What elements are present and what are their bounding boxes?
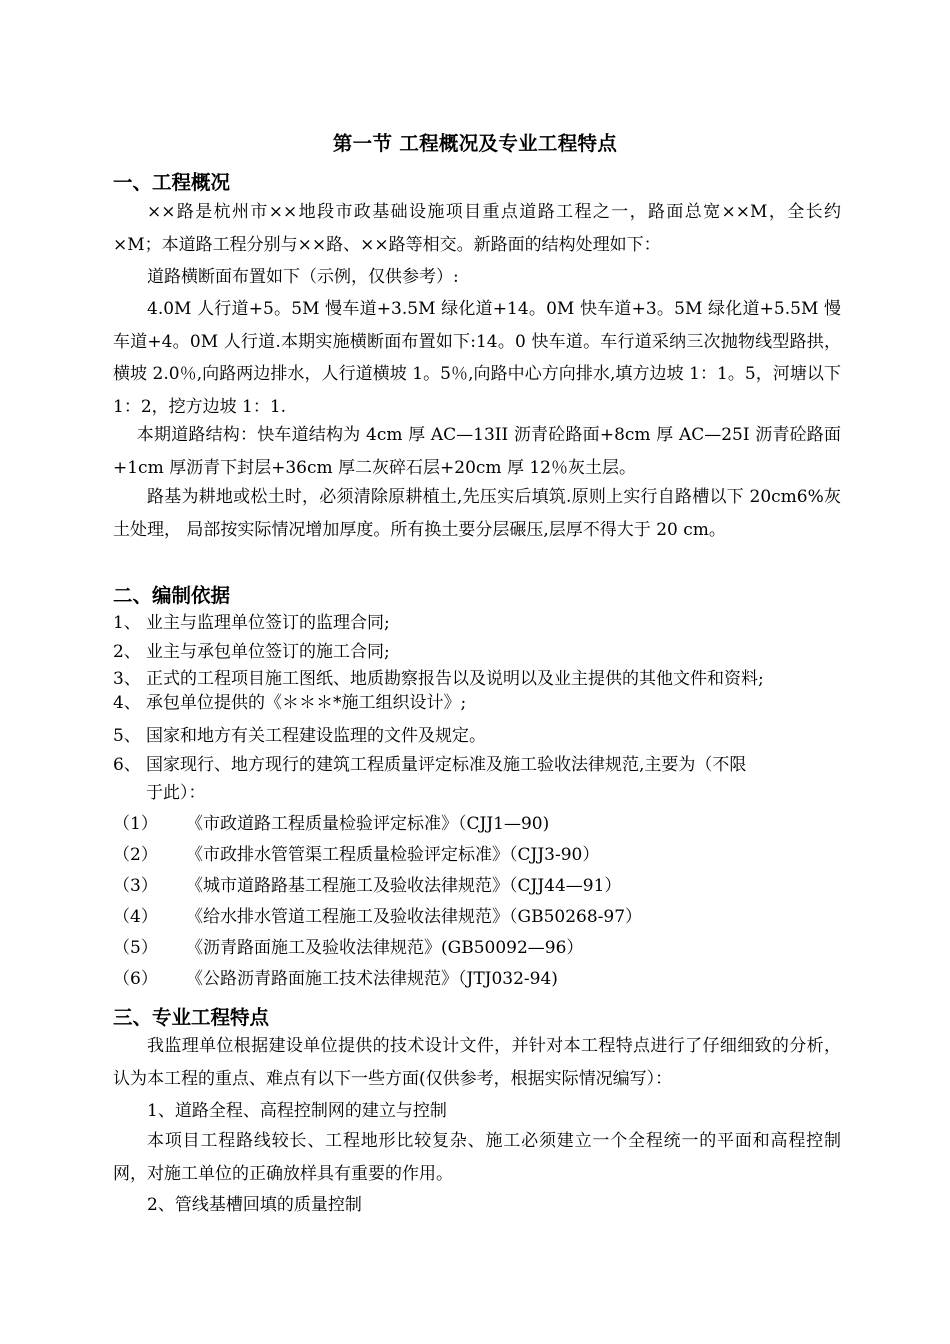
basis-item-text: 于此）： bbox=[146, 783, 206, 803]
basis-item-3 bbox=[113, 667, 764, 691]
standard-index: （6） bbox=[113, 969, 158, 989]
page-title: 第一节 工程概况及专业工程特点 bbox=[332, 132, 618, 155]
standard-index: （1） bbox=[113, 814, 158, 834]
standard-item-3 bbox=[113, 874, 621, 898]
standard-item-2 bbox=[113, 843, 599, 867]
basis-item-1 bbox=[113, 611, 390, 635]
overview-paragraph-1: ××路是杭州市××地段市政基础设施项目重点道路工程之一，路面总宽××M，全长约×M；本道路工程分别与××路、××路等相交。新路面的结构处理如下： bbox=[113, 202, 841, 255]
standard-index: （5） bbox=[113, 938, 158, 958]
standard-text: 《市政排水管管渠工程质量检验评定标准》（CJJ3-90） bbox=[186, 845, 600, 865]
features-paragraph-2: 本项目工程路线较长、工程地形比较复杂、施工必须建立一个全程统一的平面和高程控制网，对施工单位的正确放样具有重要的作用。 bbox=[113, 1131, 841, 1184]
basis-item-text: 业主与监理单位签订的监理合同; bbox=[146, 613, 390, 633]
standard-item-6 bbox=[113, 967, 558, 991]
basis-item-number: 3、 bbox=[113, 669, 141, 689]
features-subheading-1: 1、道路全程、高程控制网的建立与控制 bbox=[147, 1101, 447, 1121]
basis-item-text: 承包单位提供的《＊＊＊*施工组织设计》; bbox=[146, 693, 467, 713]
features-paragraph-1: 我监理单位根据建设单位提供的技术设计文件，并针对本工程特点进行了仔细细致的分析，认为本工程的重点、难点有以下一些方面(仅供参考，根据实际情况编写）： bbox=[113, 1036, 841, 1089]
standard-index: （4） bbox=[113, 907, 158, 927]
standard-text: 《市政道路工程质量检验评定标准》（CJJ1—90) bbox=[186, 814, 550, 834]
section-heading-features: 三、专业工程特点 bbox=[113, 1006, 270, 1029]
overview-paragraph-4: 本期道路结构：快车道结构为 4cm 厚 AC—13II 沥青砼路面+8cm 厚 AC—25I 沥青砼路面+1cm 厚沥青下封层+36cm 厚二灰碎石层+20cm 厚 12％灰土层。 bbox=[113, 425, 841, 478]
standard-text: 《城市道路路基工程施工及验收法律规范》（CJJ44—91） bbox=[186, 876, 622, 896]
basis-item-number: 6、 bbox=[113, 755, 141, 775]
overview-paragraph-5: 路基为耕地或松土时，必须清除原耕植土,先压实后填筑.原则上实行自路槽以下 20cm6%灰土处理， 局部按实际情况增加厚度。所有换土要分层碾压,层厚不得大于 20 cm。 bbox=[113, 487, 841, 540]
basis-item-number: 1、 bbox=[113, 613, 141, 633]
basis-item-4 bbox=[113, 691, 466, 715]
standard-index: （3） bbox=[113, 876, 158, 896]
standard-text: 《沥青路面施工及验收法律规范》(GB50092—96） bbox=[186, 938, 584, 958]
basis-item-number: 2、 bbox=[113, 642, 141, 662]
basis-item-number: 5、 bbox=[113, 726, 141, 746]
basis-item-number: 4、 bbox=[113, 693, 141, 713]
standard-item-4 bbox=[113, 905, 642, 929]
basis-item-2 bbox=[113, 640, 390, 664]
standard-text: 《给水排水管道工程施工及验收法律规范》（GB50268-97） bbox=[186, 907, 643, 927]
basis-item-text: 正式的工程项目施工图纸、地质勘察报告以及说明以及业主提供的其他文件和资料; bbox=[146, 669, 764, 689]
features-subheading-2: 2、管线基槽回填的质量控制 bbox=[147, 1195, 362, 1215]
basis-item-text: 国家和地方有关工程建设监理的文件及规定。 bbox=[146, 726, 486, 746]
standard-item-1 bbox=[113, 812, 549, 836]
section-heading-overview: 一、工程概况 bbox=[113, 171, 231, 194]
basis-item-6 bbox=[113, 753, 746, 777]
standard-text: 《公路沥青路面施工技术法律规范》（JTJ032-94) bbox=[186, 969, 558, 989]
standard-item-5 bbox=[113, 936, 583, 960]
section-heading-basis: 二、编制依据 bbox=[113, 584, 231, 607]
standard-index: （2） bbox=[113, 845, 158, 865]
basis-item-6-continued bbox=[113, 781, 206, 805]
overview-paragraph-3: 4.0M 人行道+5。5M 慢车道+3.5M 绿化道+14。0M 快车道+3。5M 绿化道+5.5M 慢车道+4。0M 人行道.本期实施横断面布置如下:14。0 快车道。车行道采纳三次抛物线型路拱，横坡 2.0％,向路两边排水，人行道横坡 1。5％,向路中心方向排水,填方边坡 1：1。5，河塘以下 1：2，挖方边坡 1：1. bbox=[113, 299, 841, 417]
basis-item-5 bbox=[113, 724, 486, 748]
basis-item-text: 国家现行、地方现行的建筑工程质量评定标准及施工验收法律规范,主要为（不限 bbox=[146, 755, 747, 775]
basis-item-text: 业主与承包单位签订的施工合同; bbox=[146, 642, 390, 662]
overview-paragraph-2: 道路横断面布置如下（示例，仅供参考）: bbox=[147, 267, 459, 287]
